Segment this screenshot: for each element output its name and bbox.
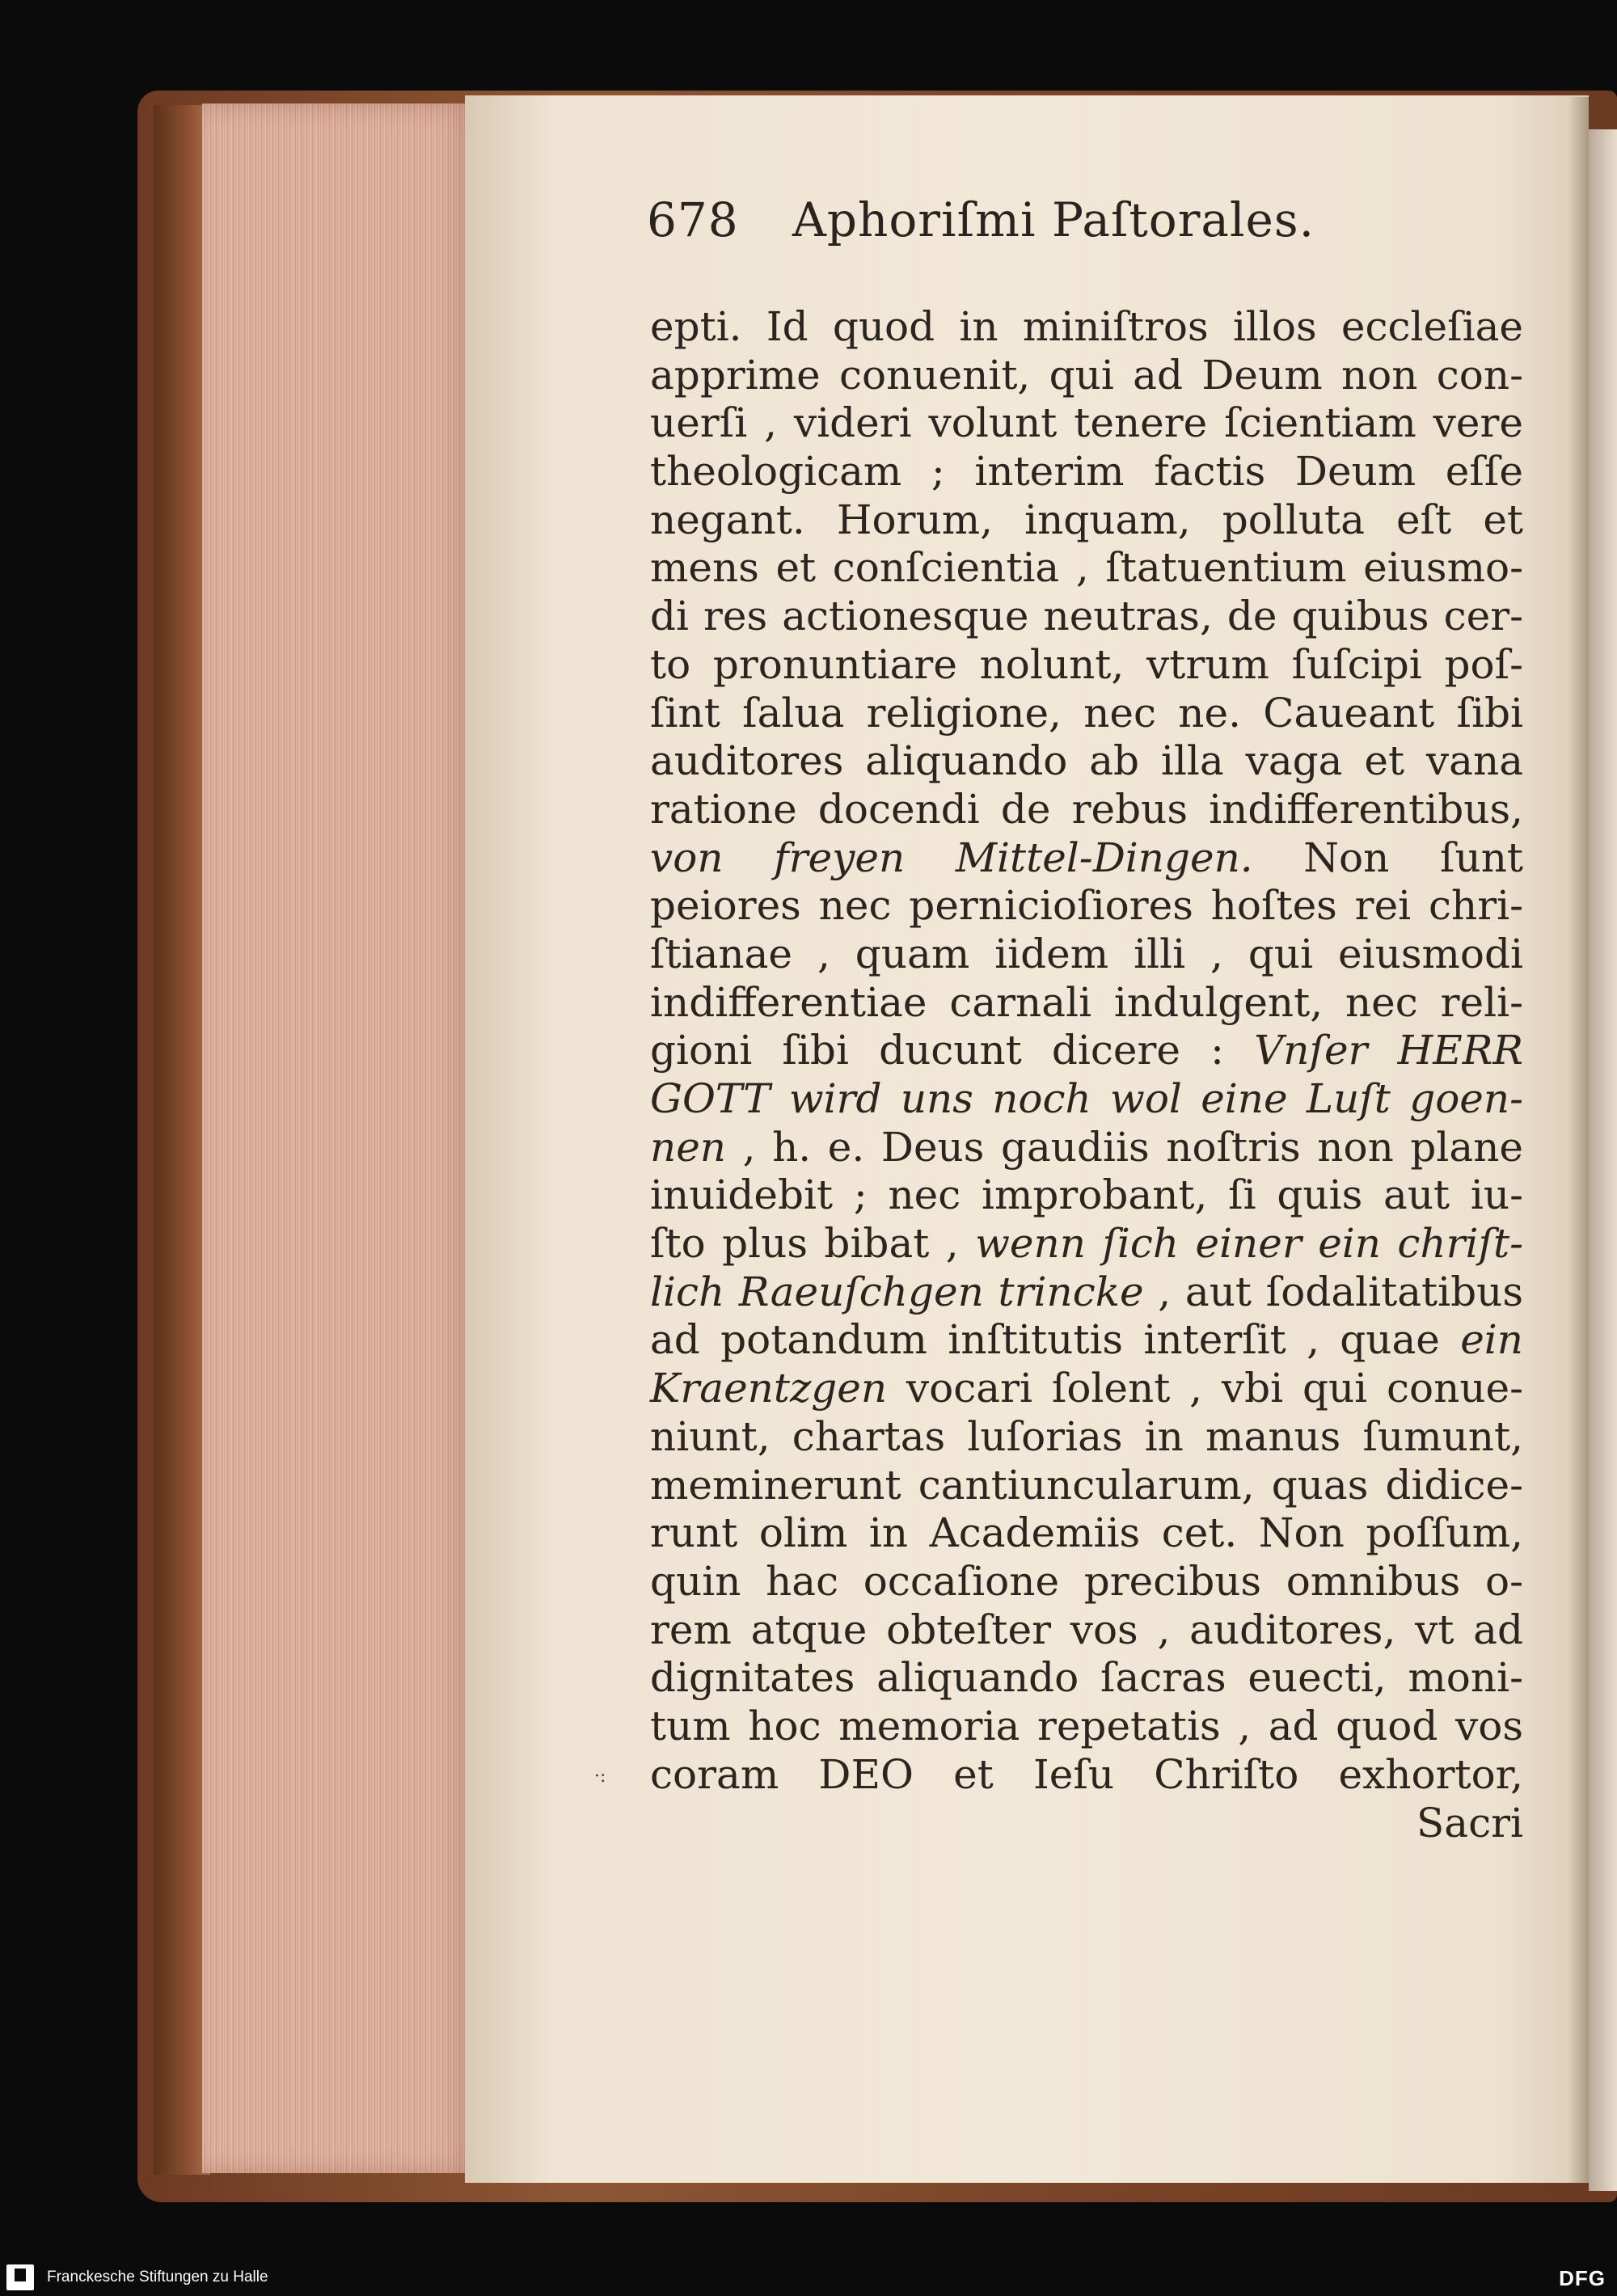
text-line xyxy=(650,1124,1523,1172)
text-line xyxy=(650,1365,1523,1413)
text-line xyxy=(650,448,1523,496)
text-line xyxy=(650,593,1523,641)
italic-german-phrase: Vnſer HERR xyxy=(1254,1027,1523,1074)
text-line xyxy=(650,1558,1523,1606)
institution-logo-icon xyxy=(6,2264,34,2290)
line-segment: ſtianae , quam iidem illi , qui eiusmodi xyxy=(650,930,1523,977)
text-line xyxy=(650,352,1523,400)
footer-bar xyxy=(0,2260,1617,2296)
line-segment: uerſi , videri volunt tenere ſcientiam vere xyxy=(650,399,1523,447)
running-title: Aphoriſmi Paſtorales. xyxy=(792,192,1315,247)
text-line xyxy=(650,1654,1523,1703)
text-line xyxy=(650,834,1523,883)
dfg-logo: DFG xyxy=(1559,2266,1606,2290)
italic-german-phrase: von freyen Mittel-Dingen. xyxy=(650,834,1253,881)
text-line xyxy=(650,303,1523,352)
line-segment: rem atque obteſter vos , auditores, vt ad xyxy=(650,1606,1523,1653)
text-line xyxy=(650,1075,1523,1124)
line-segment: epti. Id quod in miniſtros illos eccleſiae xyxy=(650,303,1523,350)
text-line xyxy=(650,1171,1523,1220)
line-segment: vocari ſolent , vbi qui conue- xyxy=(887,1365,1523,1412)
line-segment: negant. Horum, inquam, polluta eſt et xyxy=(650,496,1523,543)
text-line xyxy=(650,1027,1523,1075)
line-segment: , h. e. Deus gaudiis noſtris non plane xyxy=(726,1123,1523,1171)
running-head xyxy=(647,192,1536,257)
line-segment: theologicam ; interim factis Deum eſſe xyxy=(650,448,1523,496)
text-line xyxy=(650,1751,1523,1800)
text-line xyxy=(650,979,1523,1028)
text-line xyxy=(650,1462,1523,1510)
line-segment: tum hoc memoria repetatis , ad quod vos xyxy=(650,1702,1523,1749)
text-line xyxy=(650,882,1523,931)
line-segment: coram DEO et Ieſu Chriſto exhortor, xyxy=(650,1750,1523,1798)
line-segment: quin hac occaſione precibus omnibus o- xyxy=(650,1557,1523,1605)
line-segment: mens et conſcientia , ſtatuentium eiusmo- xyxy=(650,544,1523,592)
margin-specks: ·: xyxy=(594,1766,606,1787)
line-segment: ſto plus bibat , xyxy=(650,1220,976,1268)
italic-german-phrase: GOTT wird uns noch wol eine Luſt goen- xyxy=(650,1075,1523,1122)
italic-german-phrase: nen xyxy=(650,1123,726,1171)
line-segment: inuidebit ; nec improbant, ſi quis aut iu- xyxy=(650,1171,1523,1219)
catchword: Sacri xyxy=(1416,1800,1523,1847)
text-line xyxy=(650,1606,1523,1655)
text-line xyxy=(650,544,1523,593)
line-segment: auditores aliquando ab illa vaga et vana xyxy=(650,737,1523,785)
line-segment: di res actionesque neutras, de quibus cer- xyxy=(650,593,1523,640)
line-segment: peiores nec pernicioſiores hoſtes rei chri- xyxy=(650,882,1523,930)
line-segment: ſint ſalua religione, nec ne. Caueant ſibi xyxy=(650,689,1523,736)
line-segment: dignitates aliquando ſacras euecti, moni- xyxy=(650,1654,1523,1702)
facing-page-edge xyxy=(1589,129,1617,2191)
italic-german-phrase: Kraentzgen xyxy=(650,1365,888,1412)
line-segment: runt olim in Academiis cet. Non poſſum, xyxy=(650,1509,1523,1557)
line-segment: Non ſunt xyxy=(1252,834,1523,881)
page-number: 678 xyxy=(647,192,739,247)
italic-german-phrase: ein xyxy=(1460,1316,1523,1364)
institution-name: Franckesche Stiftungen zu Halle xyxy=(47,2269,268,2285)
text-line xyxy=(650,1703,1523,1751)
text-line xyxy=(650,496,1523,545)
text-line xyxy=(650,399,1523,448)
text-line xyxy=(650,1413,1523,1462)
text-line xyxy=(650,641,1523,690)
line-segment: meminerunt cantiuncularum, quas didice- xyxy=(650,1461,1523,1509)
line-segment: ratione docendi de rebus indifferentibus, xyxy=(650,785,1523,833)
text-line xyxy=(650,690,1523,738)
line-segment: ad potandum inſtitutis interſit , quae xyxy=(650,1316,1461,1364)
line-segment: niunt, chartas luſorias in manus ſumunt, xyxy=(650,1412,1523,1460)
line-segment: apprime conuenit, qui ad Deum non con- xyxy=(650,351,1523,399)
line-segment: indifferentiae carnali indulgent, nec reli- xyxy=(650,978,1523,1026)
text-line xyxy=(650,931,1523,979)
text-line xyxy=(650,1268,1523,1317)
body-text xyxy=(650,303,1523,1799)
line-segment: gioni ſibi ducunt dicere : xyxy=(650,1027,1255,1074)
page-gutter xyxy=(1568,97,1590,2183)
line-segment: , aut ſodalitatibus xyxy=(1143,1268,1523,1315)
italic-german-phrase: wenn ſich einer ein chriſt- xyxy=(975,1220,1523,1268)
text-line xyxy=(650,1509,1523,1558)
text-line xyxy=(650,786,1523,834)
italic-german-phrase: lich Raeuſchgen trincke xyxy=(650,1268,1144,1315)
text-line xyxy=(650,1220,1523,1268)
text-line xyxy=(650,1316,1523,1365)
line-segment: to pronuntiare nolunt, vtrum ſuſcipi poſ- xyxy=(650,640,1523,688)
text-line xyxy=(650,737,1523,786)
page-block-edges xyxy=(202,103,477,2173)
